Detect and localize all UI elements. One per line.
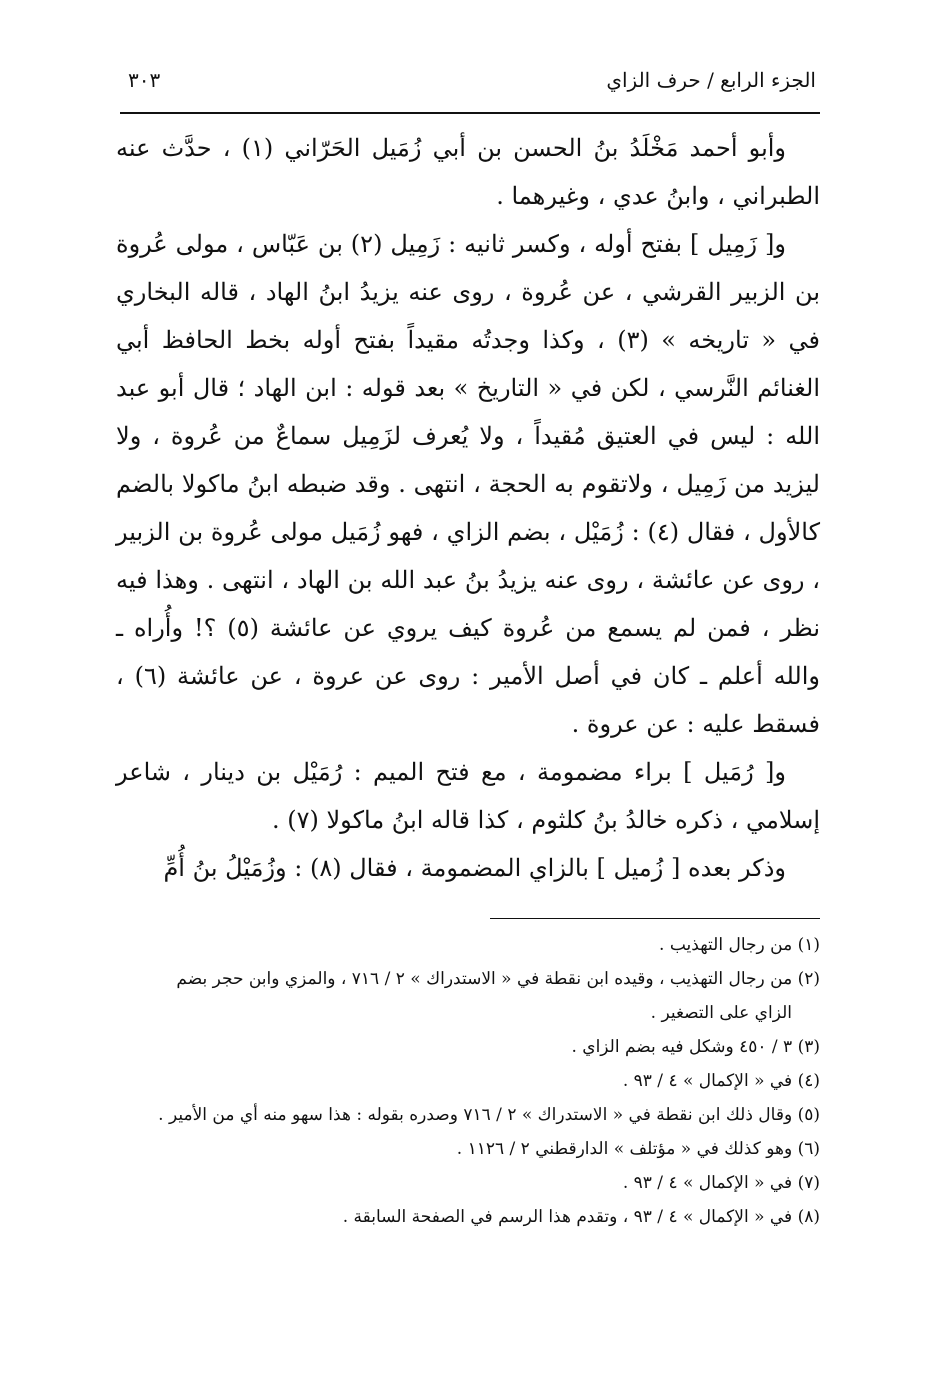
footnote-2: (٢) من رجال التهذيب ، وقيده ابن نقطة في « الاستدراك » ٢ / ٧١٦ ، والمزي وابن حجر بضم <box>176 969 820 989</box>
footnote-1: (١) من رجال التهذيب . <box>659 935 820 955</box>
header-divider <box>120 112 820 114</box>
footnote-4: (٤) في « الإكمال » ٤ / ٩٣ . <box>622 1071 820 1091</box>
paragraph-zamil: و[ زَمِيل ] بفتح أوله ، وكسر ثانيه : زَمِيل (٢) بن عَبّاس ، مولى عُروة بن الزبير القرشي ، عن عُروة ، روى عنه يزيدُ ابنُ الهاد ، قاله البخاري في « تاريخه » (٣) ، وكذا وجدتُه مقيداً بفتح أوله بخط الحافظ أبي الغنائم النَّرسي ، لكن في « التاريخ » بعد قوله : ابن الهاد ؛ قال أبو عبد الله : ليس في العتيق مُقيداً ، ولا يُعرف لزَمِيل سماعٌ من عُروة ، ولا ليزيد من زَمِيل ، ولاتقوم به الحجة ، انتهى . وقد ضبطه ابنُ ماكولا بالضم كالأول ، فقال (٤) : زُمَيْل ، بضم الزاي ، فهو زُمَيل مولى عُروة بن الزبير ، روى عن عائشة ، روى عنه يزيدُ بنُ عبد الله بن الهاد ، انتهى . وهذا فيه نظر ، فمن لم يسمع من عُروة كيف يروي عن عائشة (٥) ؟! وأُراه ـ والله أعلم ـ كان في أصل الأمير : روى عن عروة ، عن عائشة (٦) ، فسقط عليه : عن عروة . <box>116 230 821 738</box>
paragraph-makhlad: وأبو أحمد مَخْلَدُ بنُ الحسن بن أبي زُمَيل الحَرّاني (١) ، حدَّث عنه الطبراني ، وابنُ عدي ، وغيرهما . <box>116 134 820 210</box>
footnote-7: (٧) في « الإكمال » ٤ / ٩٣ . <box>622 1173 820 1193</box>
page-header <box>128 60 816 100</box>
footnote-2-continuation: الزاي على التصغير . <box>650 1003 792 1023</box>
page-number: ٣٠٣ <box>128 68 161 92</box>
paragraph-rumail: و[ رُمَيل ] براء مضمومة ، مع فتح الميم : رُمَيْل بن دينار ، شاعر إسلامي ، ذكره خالدُ بنُ كلثوم ، كذا قاله ابنُ ماكولا (٧) . <box>116 758 820 834</box>
footnote-8: (٨) في « الإكمال » ٤ / ٩٣ ، وتقدم هذا الرسم في الصفحة السابقة . <box>342 1207 820 1227</box>
footnote-divider <box>490 918 820 919</box>
running-title: الجزء الرابع / حرف الزاي <box>606 68 816 92</box>
footnote-5: (٥) وقال ذلك ابن نقطة في « الاستدراك » ٢ / ٧١٦ وصدره بقوله : هذا سهو منه أي من الأمير . <box>158 1105 820 1125</box>
paragraph-zumail: وذكر بعده [ زُميل ] بالزاي المضمومة ، فقال (٨) : وزُمَيْلُ بنُ أُمِّ <box>163 854 786 882</box>
footnote-3: (٣) ٣ / ٤٥٠ وشكل فيه بضم الزاي . <box>571 1037 820 1057</box>
main-text <box>116 124 820 892</box>
footnotes <box>120 928 820 1234</box>
footnote-6: (٦) وهو كذلك في « مؤتلف » الدارقطني ٢ / ١١٢٦ . <box>456 1139 820 1159</box>
